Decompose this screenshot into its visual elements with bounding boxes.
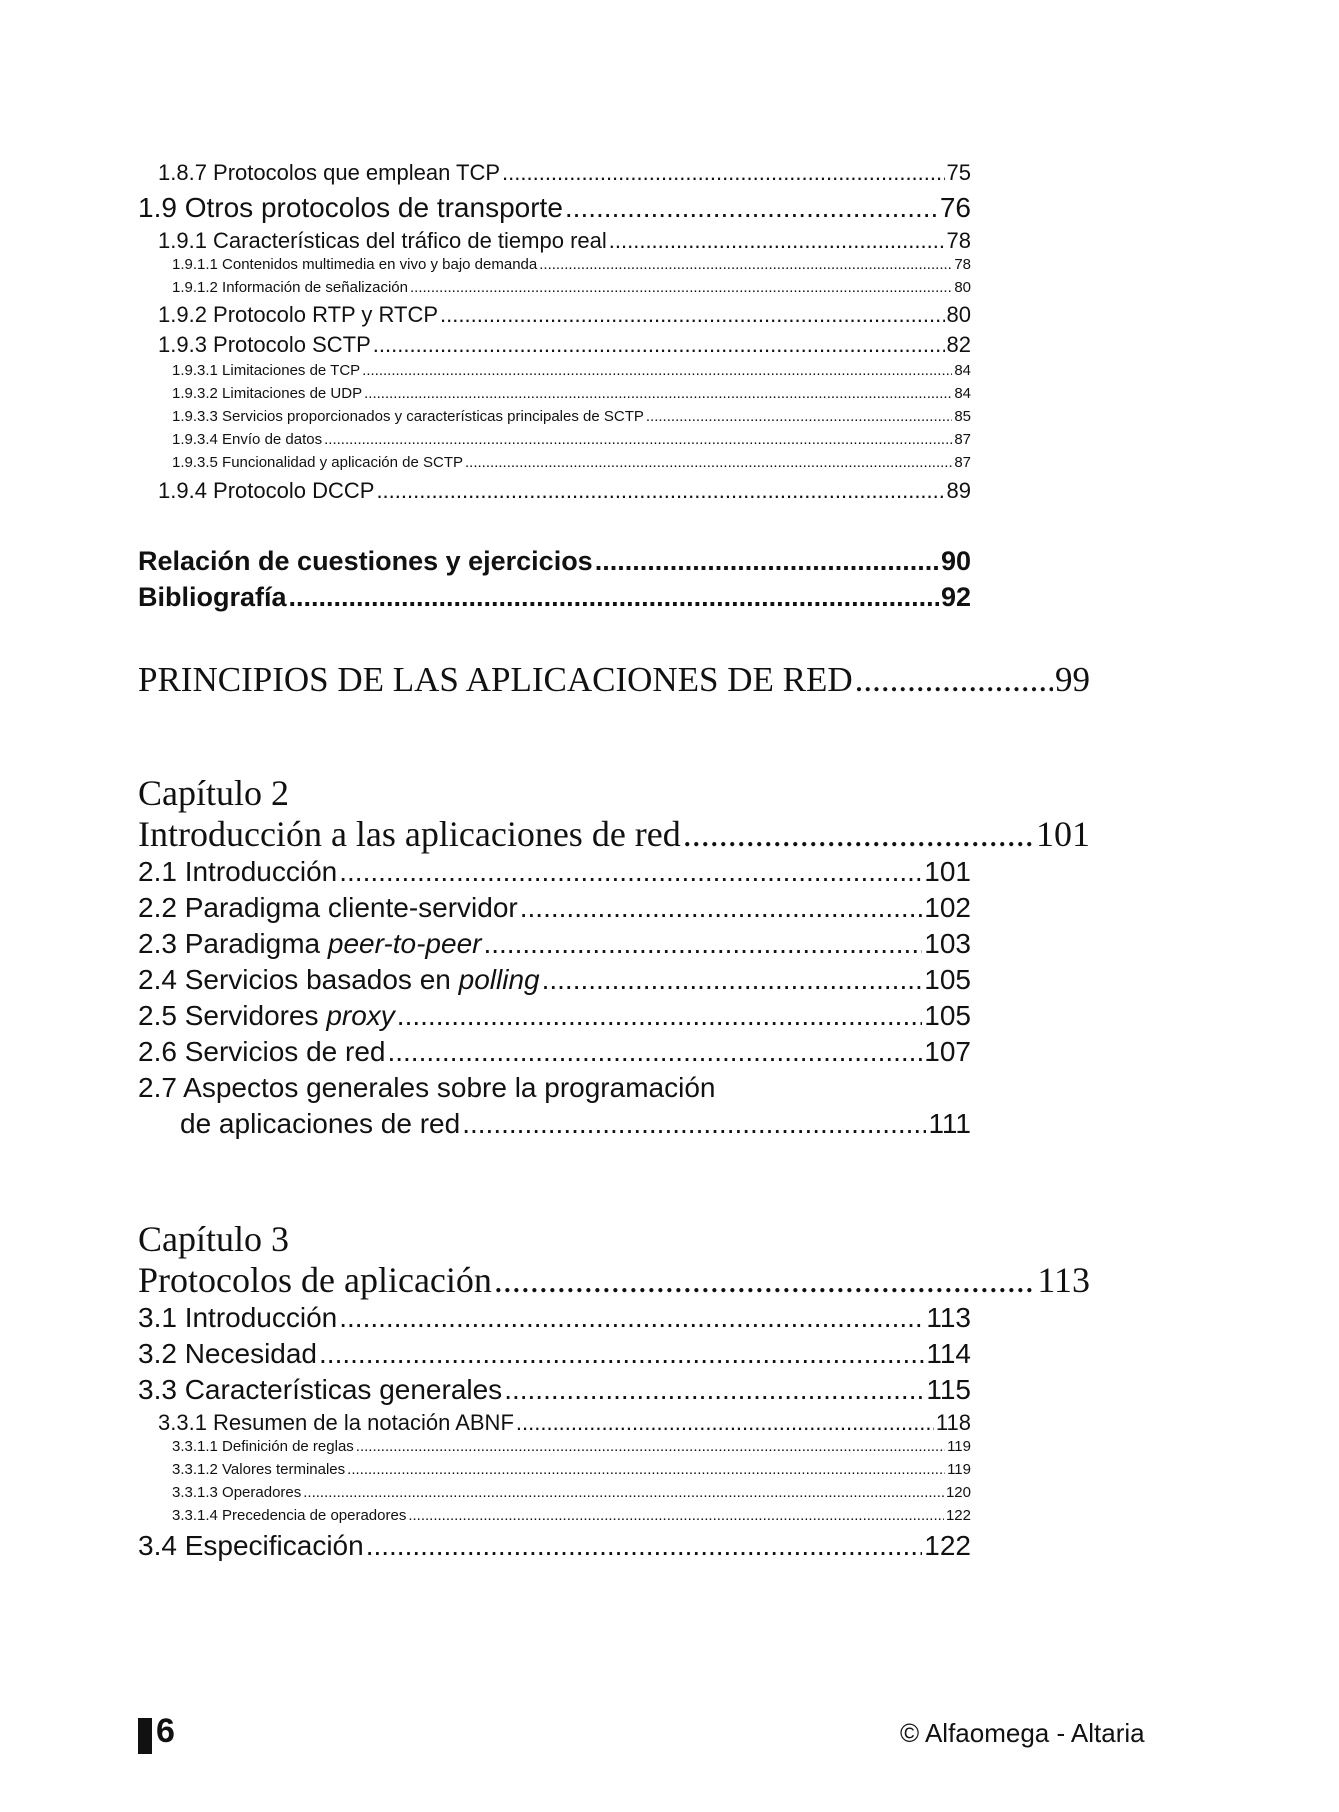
toc-entry-title: PRINCIPIOS DE LAS APLICACIONES DE RED — [138, 660, 853, 699]
toc-entry-page: 101 — [924, 856, 971, 887]
toc-leader — [366, 1530, 923, 1562]
toc-entry-title: 3.3.1 Resumen de la notación ABNF — [158, 1410, 514, 1435]
toc-entry-page: 101 — [1036, 814, 1090, 854]
part-title — [138, 660, 1090, 700]
page-number: 6 — [156, 1712, 175, 1750]
toc-entry-page: 102 — [924, 892, 971, 923]
toc-entry-page: 90 — [940, 546, 971, 576]
toc-leader — [494, 1260, 1035, 1301]
toc-entry-title: Protocolos de aplicación — [138, 1260, 492, 1300]
toc-leader — [289, 582, 939, 613]
toc-leader — [387, 1036, 922, 1068]
toc-leader — [502, 160, 944, 185]
toc-entry-title: 1.9.3.2 Limitaciones de UDP — [172, 385, 363, 402]
toc-entry-page: 87 — [954, 454, 971, 471]
toc-leader — [373, 332, 945, 357]
toc-entry — [172, 1461, 971, 1478]
toc-entry-page: 76 — [939, 192, 971, 223]
toc-entry-title: 1.8.7 Protocolos que emplean TCP — [158, 160, 501, 185]
toc-entry-page: 82 — [946, 332, 971, 357]
toc-entry-title: 2.1 Introducción — [138, 856, 338, 887]
toc-entry-page: 75 — [946, 160, 971, 185]
toc-entry-page: 84 — [954, 385, 971, 402]
chapter-title — [138, 1260, 1090, 1301]
toc-entry-page: 87 — [954, 431, 971, 448]
toc-leader — [410, 279, 952, 296]
toc-leader — [465, 454, 952, 471]
toc-entry-title: 1.9.4 Protocolo DCCP — [158, 478, 375, 503]
toc-entry — [138, 1374, 971, 1406]
toc-entry-title: 3.4 Especificación — [138, 1530, 364, 1561]
toc-entry-page: 92 — [940, 582, 971, 612]
toc-entry — [158, 160, 971, 185]
toc-entry-title: 1.9.3.3 Servicios proporcionados y características principales de SCTP — [172, 408, 644, 425]
toc-entry — [172, 431, 971, 448]
toc-leader — [855, 660, 1053, 700]
toc-entry — [172, 385, 971, 402]
toc-entry-page: 105 — [924, 1000, 971, 1031]
toc-leader — [408, 1507, 944, 1524]
toc-entry — [172, 1507, 971, 1524]
toc-leader — [347, 1461, 945, 1478]
toc-leader — [565, 192, 938, 224]
toc-leader — [595, 546, 939, 577]
chapter-label: Capítulo 3 — [138, 1219, 289, 1259]
toc-entry — [138, 892, 971, 924]
toc-leader — [440, 302, 944, 327]
page-marker-bar — [138, 1718, 152, 1754]
toc-entry-title: 1.9.1.1 Contenidos multimedia en vivo y bajo demanda — [172, 256, 538, 273]
toc-leader — [376, 478, 944, 503]
toc-entry — [138, 582, 971, 613]
toc-entry-page: 113 — [1037, 1260, 1090, 1300]
toc-leader — [339, 1302, 924, 1334]
toc-entry-page: 118 — [935, 1410, 971, 1435]
toc-entry — [172, 256, 971, 273]
toc-entry-title: 3.3.1.2 Valores terminales — [172, 1461, 346, 1478]
toc-leader — [319, 1338, 924, 1370]
toc-leader — [520, 892, 923, 924]
copyright-notice: © Alfaomega - Altaria — [900, 1718, 1145, 1748]
toc-entry — [138, 1338, 971, 1370]
toc-entry-page: 107 — [924, 1036, 971, 1067]
toc-entry — [158, 302, 971, 327]
toc-entry-page: 85 — [954, 408, 971, 425]
toc-entry-title: 1.9.1.2 Información de señalización — [172, 279, 408, 296]
toc-leader — [539, 256, 952, 273]
toc-entry-title: 1.9.3.1 Limitaciones de TCP — [172, 362, 361, 379]
toc-entry-page: 122 — [924, 1530, 971, 1561]
toc-leader — [364, 385, 952, 402]
toc-entry-page: 105 — [924, 964, 971, 995]
toc-entry-title: 3.3 Características generales — [138, 1374, 503, 1405]
toc-entry — [158, 1410, 971, 1435]
toc-entry-title: 1.9 Otros protocolos de transporte — [138, 192, 563, 223]
toc-entry-title: 2.7 Aspectos generales sobre la programación — [138, 1072, 716, 1103]
toc-entry — [138, 192, 971, 224]
toc-entry — [138, 546, 971, 577]
toc-leader — [542, 964, 923, 996]
toc-leader — [462, 1108, 926, 1140]
toc-entry — [172, 279, 971, 296]
toc-entry-title: Bibliografía — [138, 582, 287, 612]
toc-entry — [180, 1108, 971, 1140]
toc-entry-line — [138, 1072, 971, 1104]
toc-leader — [356, 1438, 945, 1455]
toc-entry-page: 99 — [1055, 660, 1090, 699]
toc-entry-title: 2.6 Servicios de red — [138, 1036, 386, 1067]
toc-entry-page: 84 — [954, 362, 971, 379]
toc-entry-page: 111 — [928, 1108, 971, 1139]
toc-entry-title: Relación de cuestiones y ejercicios — [138, 546, 593, 576]
chapter-title — [138, 814, 1090, 855]
toc-leader — [483, 928, 922, 960]
toc-entry-title: 2.3 Paradigma peer-to-peer — [138, 928, 482, 959]
toc-entry-page: 78 — [954, 256, 971, 273]
toc-entry-page: 114 — [926, 1338, 971, 1369]
toc-leader — [504, 1374, 924, 1406]
toc-entry — [172, 1438, 971, 1455]
toc-leader — [646, 408, 952, 425]
toc-entry-title: 3.3.1.1 Definición de reglas — [172, 1438, 354, 1455]
toc-entry — [158, 478, 971, 503]
toc-entry — [172, 454, 971, 471]
toc-entry-title: 3.2 Necesidad — [138, 1338, 318, 1369]
toc-entry — [138, 1000, 971, 1032]
toc-entry-page: 122 — [945, 1507, 971, 1524]
toc-entry-page: 115 — [926, 1374, 971, 1405]
toc-leader — [303, 1484, 944, 1501]
toc-entry-title: 1.9.2 Protocolo RTP y RTCP — [158, 302, 439, 327]
toc-entry-title: Introducción a las aplicaciones de red — [138, 814, 681, 854]
toc-entry-page: 119 — [947, 1438, 971, 1455]
toc-entry — [138, 1302, 971, 1334]
toc-entry — [172, 408, 971, 425]
toc-leader — [324, 431, 952, 448]
toc-entry-page: 113 — [926, 1302, 971, 1333]
toc-leader — [397, 1000, 922, 1032]
toc-entry — [138, 1530, 971, 1562]
toc-entry-page: 120 — [945, 1484, 971, 1501]
toc-entry-page: 103 — [924, 928, 971, 959]
toc-leader — [516, 1410, 934, 1435]
toc-leader — [339, 856, 922, 888]
toc-entry-page: 89 — [946, 478, 971, 503]
toc-entry-title: 3.3.1.3 Operadores — [172, 1484, 302, 1501]
toc-entry — [138, 928, 971, 960]
toc-entry-title: 2.2 Paradigma cliente-servidor — [138, 892, 518, 923]
toc-entry-title: 1.9.1 Características del tráfico de tiempo real — [158, 228, 607, 253]
toc-entry — [158, 228, 971, 253]
toc-leader — [609, 228, 945, 253]
toc-entry — [138, 1036, 971, 1068]
toc-entry-page: 80 — [954, 279, 971, 296]
toc-entry-page: 78 — [946, 228, 971, 253]
toc-leader — [362, 362, 952, 379]
toc-entry-page: 119 — [947, 1461, 971, 1478]
toc-entry-title: 1.9.3.4 Envío de datos — [172, 431, 323, 448]
toc-entry — [138, 964, 971, 996]
toc-entry-title: 3.3.1.4 Precedencia de operadores — [172, 1507, 407, 1524]
toc-entry-title: 2.5 Servidores proxy — [138, 1000, 395, 1031]
toc-entry-title: de aplicaciones de red — [180, 1108, 461, 1139]
toc-leader — [683, 814, 1034, 855]
toc-entry — [172, 1484, 971, 1501]
toc-entry-title: 3.1 Introducción — [138, 1302, 338, 1333]
toc-entry — [138, 856, 971, 888]
toc-entry — [158, 332, 971, 357]
toc-entry — [172, 362, 971, 379]
toc-entry-title: 2.4 Servicios basados en polling — [138, 964, 540, 995]
toc-entry-page: 80 — [946, 302, 971, 327]
chapter-label: Capítulo 2 — [138, 773, 289, 813]
toc-entry-title: 1.9.3.5 Funcionalidad y aplicación de SCTP — [172, 454, 464, 471]
toc-entry-title: 1.9.3 Protocolo SCTP — [158, 332, 371, 357]
